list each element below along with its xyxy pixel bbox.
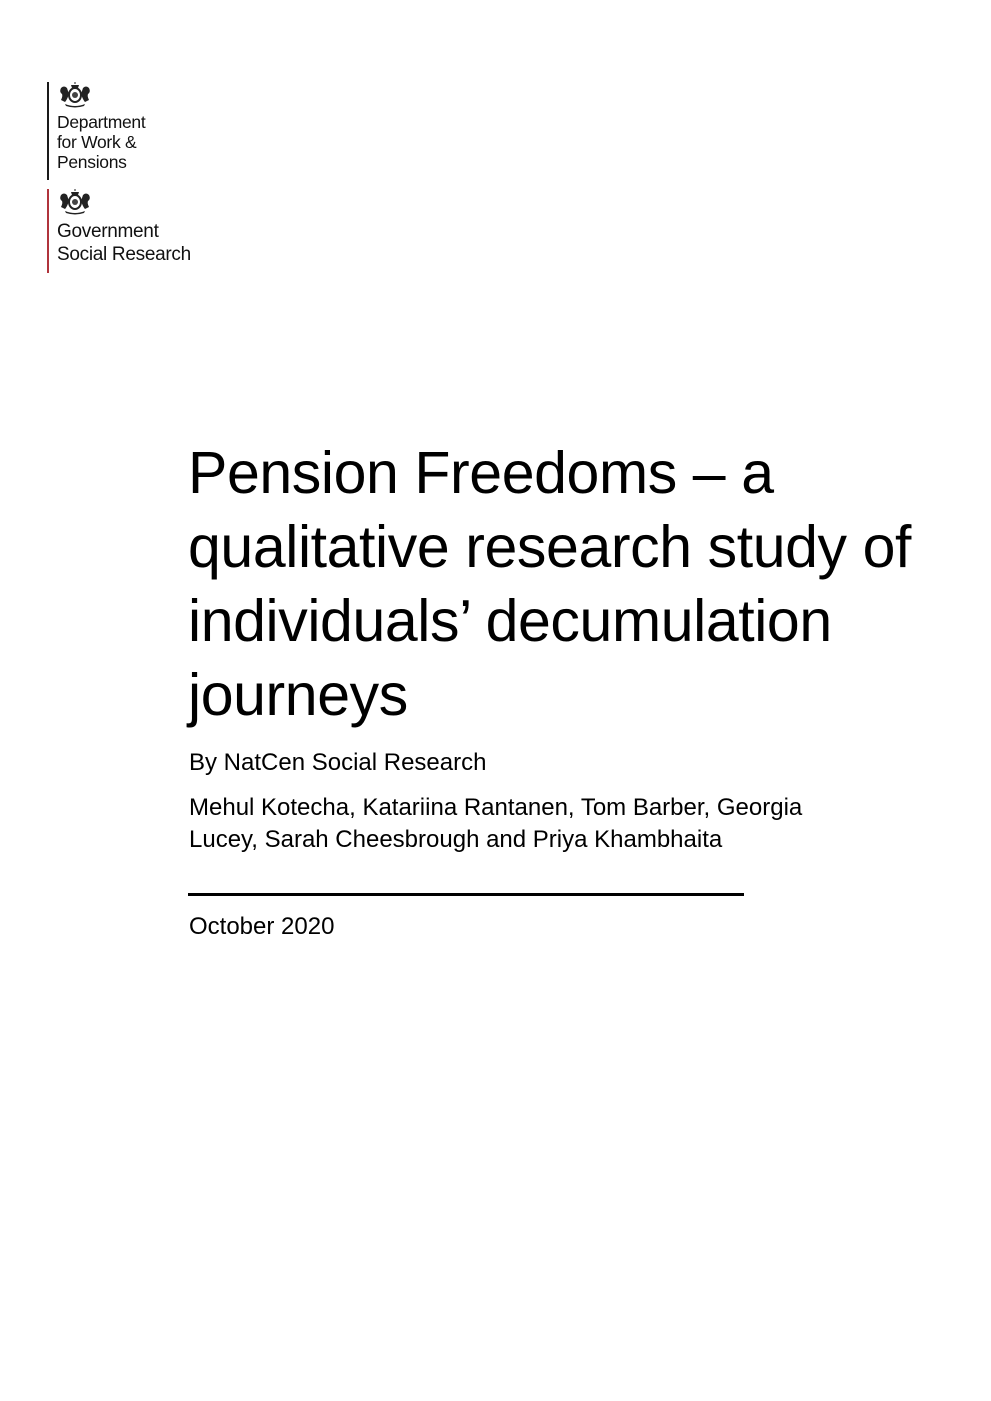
title-line-1: Pension Freedoms – a	[188, 440, 774, 506]
royal-coat-of-arms-icon	[57, 82, 93, 108]
authors-line-1: Mehul Kotecha, Katariina Rantanen, Tom Barber, Georgia	[189, 794, 803, 821]
royal-coat-of-arms-icon	[57, 189, 93, 215]
dwp-line-3: Pensions	[57, 152, 127, 172]
document-title	[188, 436, 968, 732]
title-line-4: journeys	[188, 662, 408, 728]
dwp-logo-text	[57, 112, 145, 172]
title-line-3: individuals’ decumulation	[188, 588, 832, 654]
dwp-line-1: Department	[57, 112, 146, 132]
horizontal-rule	[188, 893, 744, 896]
dwp-logo	[47, 82, 145, 180]
gsr-line-1: Government	[57, 221, 159, 242]
dwp-line-2: for Work &	[57, 132, 137, 152]
title-line-2: qualitative research study of	[188, 514, 912, 580]
byline: By NatCen Social Research	[189, 749, 487, 776]
gsr-logo-text	[57, 220, 191, 266]
authors	[189, 792, 909, 856]
publication-date: October 2020	[189, 913, 335, 940]
gsr-line-2: Social Research	[57, 244, 191, 265]
authors-line-2: Lucey, Sarah Cheesbrough and Priya Khambhaita	[189, 826, 723, 853]
gsr-logo	[47, 189, 191, 273]
